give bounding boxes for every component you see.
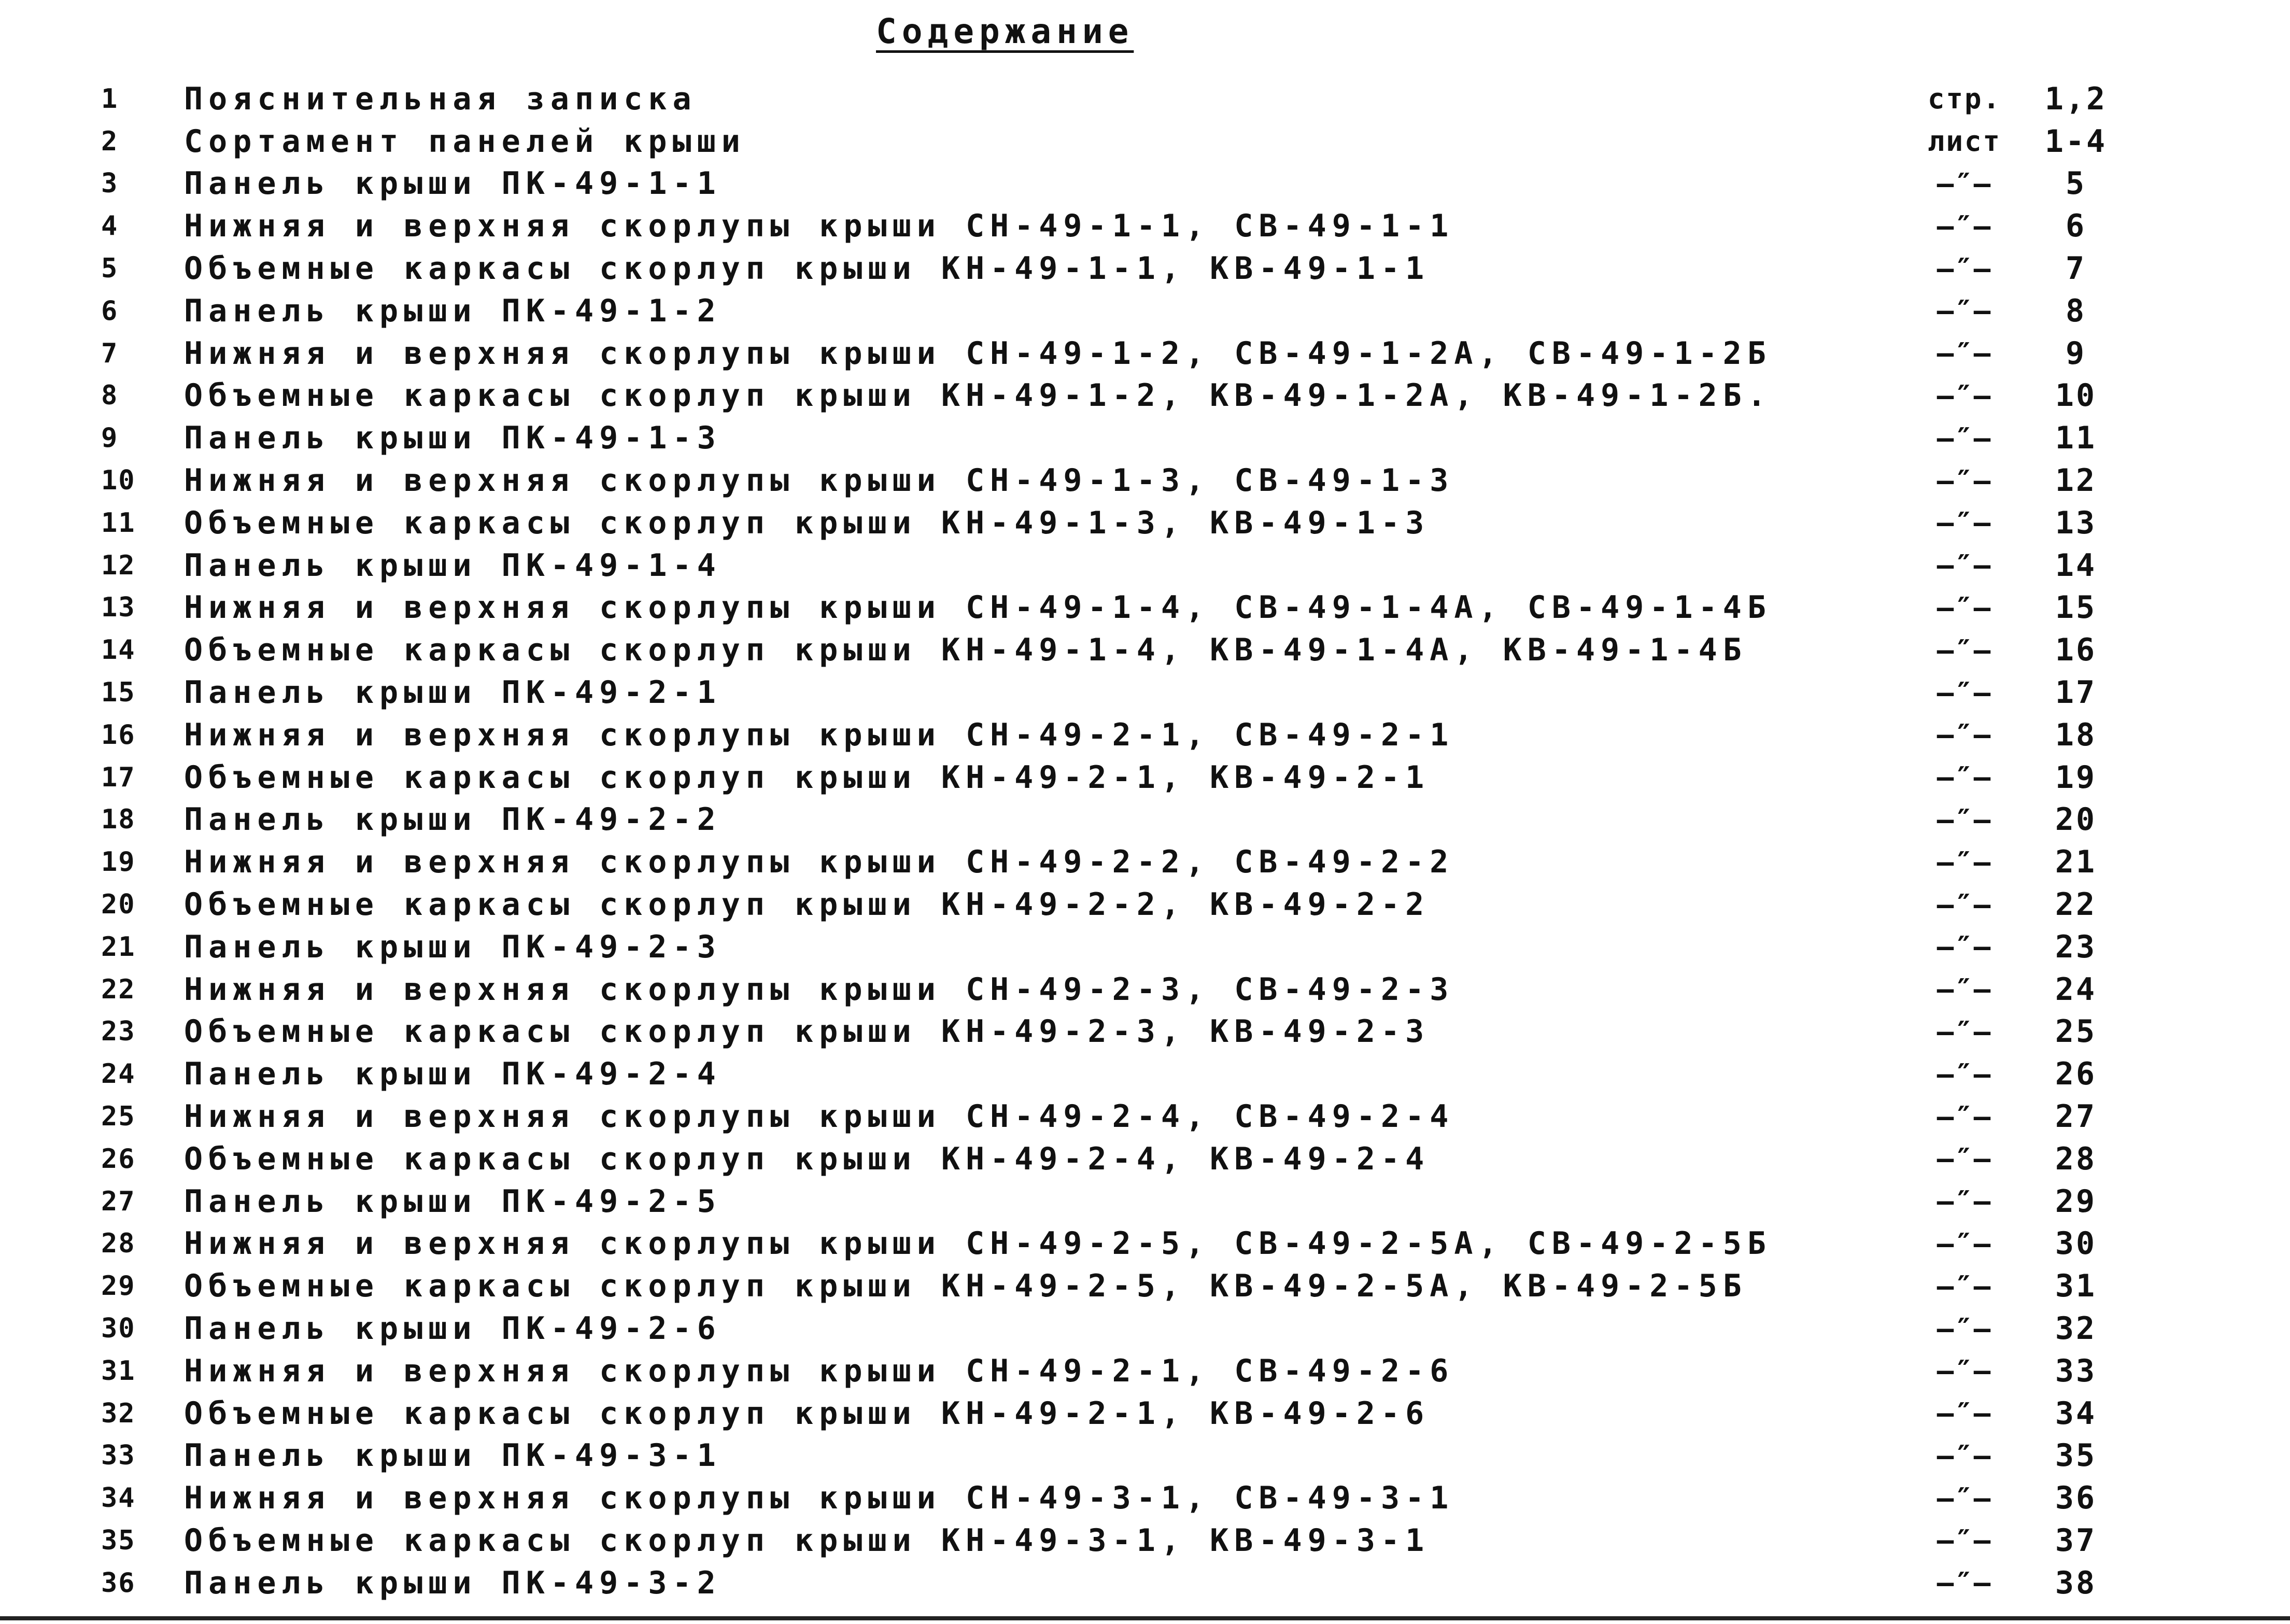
contents-row xyxy=(0,1435,2290,1477)
row-number: 24 xyxy=(101,1058,136,1090)
row-number: 12 xyxy=(101,549,136,581)
row-ditto-mark: —″— xyxy=(1936,1100,1992,1133)
row-title: Панель крыши ПК-49-2-3 xyxy=(184,928,722,965)
row-number: 6 xyxy=(101,295,119,327)
row-ditto-mark: —″— xyxy=(1936,549,1992,582)
row-page-number: 19 xyxy=(2055,759,2097,796)
row-number: 35 xyxy=(101,1524,136,1556)
row-ditto-mark: —″— xyxy=(1936,1312,1992,1345)
row-page-number: 36 xyxy=(2055,1480,2097,1517)
contents-row xyxy=(0,714,2290,756)
contents-row xyxy=(0,544,2290,587)
row-number: 28 xyxy=(101,1228,136,1260)
row-number: 27 xyxy=(101,1185,136,1217)
row-number: 36 xyxy=(101,1567,136,1599)
row-number: 23 xyxy=(101,1016,136,1048)
row-page-number: 11 xyxy=(2055,420,2097,457)
row-title: Объемные каркасы скорлуп крыши КН-49-3-1, КВ-49-3-1 xyxy=(184,1522,1430,1559)
row-ditto-mark: —″— xyxy=(1936,1439,1992,1472)
row-page-number: 7 xyxy=(2065,250,2087,287)
row-ditto-mark: лист xyxy=(1927,125,2002,158)
row-page-number: 8 xyxy=(2065,292,2087,329)
row-page-number: 33 xyxy=(2055,1352,2097,1389)
contents-row xyxy=(0,1350,2290,1392)
row-ditto-mark: —″— xyxy=(1936,930,1992,964)
row-number: 1 xyxy=(101,83,119,115)
row-ditto-mark: —″— xyxy=(1936,1227,1992,1260)
row-page-number: 31 xyxy=(2055,1268,2097,1305)
row-number: 14 xyxy=(101,634,136,666)
contents-row xyxy=(0,120,2290,163)
row-title: Нижняя и верхняя скорлупы крыши СН-49-3-1, СВ-49-3-1 xyxy=(184,1480,1454,1517)
row-page-number: 15 xyxy=(2055,589,2097,626)
row-ditto-mark: —″— xyxy=(1936,294,1992,328)
row-ditto-mark: —″— xyxy=(1936,421,1992,455)
contents-row xyxy=(0,1053,2290,1095)
row-title: Нижняя и верхняя скорлупы крыши СН-49-2-1, СВ-49-2-1 xyxy=(184,716,1454,753)
contents-row xyxy=(0,1477,2290,1519)
row-title: Нижняя и верхняя скорлупы крыши СН-49-1-3, СВ-49-1-3 xyxy=(184,462,1454,499)
row-title: Нижняя и верхняя скорлупы крыши СН-49-2-5, СВ-49-2-5А, СВ-49-2-5Б xyxy=(184,1225,1772,1262)
contents-row xyxy=(0,1265,2290,1307)
page-title: Содержание xyxy=(876,11,1134,51)
row-page-number: 6 xyxy=(2065,208,2087,245)
row-title: Панель крыши ПК-49-2-6 xyxy=(184,1310,722,1347)
row-number: 21 xyxy=(101,931,136,963)
row-ditto-mark: —″— xyxy=(1936,676,1992,709)
row-page-number: 28 xyxy=(2055,1140,2097,1177)
contents-row xyxy=(0,502,2290,544)
row-title: Панель крыши ПК-49-2-5 xyxy=(184,1183,722,1220)
row-title: Панель крыши ПК-49-3-2 xyxy=(184,1564,722,1601)
row-title: Панель крыши ПК-49-1-2 xyxy=(184,292,722,329)
row-page-number: 1-4 xyxy=(2044,123,2108,160)
row-number: 34 xyxy=(101,1482,136,1514)
row-number: 9 xyxy=(101,422,119,454)
row-ditto-mark: —″— xyxy=(1936,1142,1992,1176)
row-ditto-mark: —″— xyxy=(1936,718,1992,752)
contents-row xyxy=(0,1011,2290,1053)
contents-row xyxy=(0,163,2290,205)
row-ditto-mark: —″— xyxy=(1936,1269,1992,1303)
row-number: 31 xyxy=(101,1355,136,1387)
row-number: 5 xyxy=(101,253,119,285)
contents-row xyxy=(0,290,2290,332)
contents-row xyxy=(0,968,2290,1011)
row-ditto-mark: —″— xyxy=(1936,252,1992,285)
contents-row xyxy=(0,799,2290,841)
row-ditto-mark: —″— xyxy=(1936,1566,1992,1600)
row-number: 8 xyxy=(101,380,119,412)
bottom-border-line xyxy=(0,1616,2290,1620)
contents-row xyxy=(0,841,2290,883)
contents-row xyxy=(0,1223,2290,1265)
row-ditto-mark: —″— xyxy=(1936,1397,1992,1430)
contents-list xyxy=(0,78,2290,1604)
row-page-number: 17 xyxy=(2055,674,2097,711)
contents-row xyxy=(0,1519,2290,1562)
row-ditto-mark: —″— xyxy=(1936,803,1992,836)
contents-row xyxy=(0,756,2290,799)
row-title: Панель крыши ПК-49-1-1 xyxy=(184,165,722,202)
row-title: Пояснительная записка xyxy=(184,80,697,117)
row-page-number: 34 xyxy=(2055,1395,2097,1432)
row-title: Панель крыши ПК-49-3-1 xyxy=(184,1437,722,1474)
row-page-number: 12 xyxy=(2055,462,2097,499)
row-number: 30 xyxy=(101,1313,136,1344)
row-title: Панель крыши ПК-49-2-4 xyxy=(184,1056,722,1093)
contents-row xyxy=(0,1138,2290,1180)
row-ditto-mark: —″— xyxy=(1936,973,1992,1006)
row-ditto-mark: —″— xyxy=(1936,845,1992,879)
row-ditto-mark: —″— xyxy=(1936,1015,1992,1048)
row-ditto-mark: —″— xyxy=(1936,1185,1992,1218)
row-number: 15 xyxy=(101,677,136,709)
row-title: Объемные каркасы скорлуп крыши КН-49-2-2, КВ-49-2-2 xyxy=(184,886,1430,923)
contents-row xyxy=(0,459,2290,502)
row-ditto-mark: —″— xyxy=(1936,209,1992,243)
row-ditto-mark: —″— xyxy=(1936,167,1992,200)
row-title: Панель крыши ПК-49-2-2 xyxy=(184,801,722,838)
row-page-number: 5 xyxy=(2065,165,2087,202)
row-page-number: 26 xyxy=(2055,1056,2097,1093)
row-title: Нижняя и верхняя скорлупы крыши СН-49-1-4, СВ-49-1-4А, СВ-49-1-4Б xyxy=(184,589,1772,626)
row-number: 20 xyxy=(101,889,136,921)
row-title: Панель крыши ПК-49-2-1 xyxy=(184,674,722,711)
row-title: Нижняя и верхняя скорлупы крыши СН-49-2-2, СВ-49-2-2 xyxy=(184,844,1454,881)
row-number: 2 xyxy=(101,125,119,157)
row-page-number: 18 xyxy=(2055,716,2097,753)
row-page-number: 14 xyxy=(2055,547,2097,584)
contents-row xyxy=(0,1095,2290,1138)
row-ditto-mark: —″— xyxy=(1936,1354,1992,1388)
contents-row xyxy=(0,247,2290,290)
row-number: 16 xyxy=(101,719,136,751)
row-ditto-mark: стр. xyxy=(1927,82,2002,116)
row-title: Нижняя и верхняя скорлупы крыши СН-49-2-1, СВ-49-2-6 xyxy=(184,1352,1454,1389)
row-ditto-mark: —″— xyxy=(1936,337,1992,370)
row-title: Нижняя и верхняя скорлупы крыши СН-49-2-3, СВ-49-2-3 xyxy=(184,971,1454,1008)
row-page-number: 22 xyxy=(2055,886,2097,923)
row-page-number: 16 xyxy=(2055,632,2097,669)
row-number: 33 xyxy=(101,1440,136,1472)
row-title: Панель крыши ПК-49-1-4 xyxy=(184,547,722,584)
row-number: 4 xyxy=(101,210,119,242)
row-page-number: 30 xyxy=(2055,1225,2097,1262)
row-number: 32 xyxy=(101,1397,136,1429)
row-page-number: 27 xyxy=(2055,1098,2097,1135)
row-title: Нижняя и верхняя скорлупы крыши СН-49-2-4, СВ-49-2-4 xyxy=(184,1098,1454,1135)
row-number: 17 xyxy=(101,761,136,793)
row-page-number: 1,2 xyxy=(2044,80,2108,117)
row-title: Сортамент панелей крыши xyxy=(184,123,746,160)
row-number: 7 xyxy=(101,337,119,369)
contents-row xyxy=(0,926,2290,968)
row-ditto-mark: —″— xyxy=(1936,1524,1992,1557)
row-page-number: 24 xyxy=(2055,971,2097,1008)
row-page-number: 38 xyxy=(2055,1564,2097,1601)
row-ditto-mark: —″— xyxy=(1936,464,1992,497)
contents-row xyxy=(0,587,2290,629)
row-number: 19 xyxy=(101,846,136,878)
row-title: Объемные каркасы скорлуп крыши КН-49-1-3, КВ-49-1-3 xyxy=(184,504,1430,541)
row-title: Нижняя и верхняя скорлупы крыши СН-49-1-1, СВ-49-1-1 xyxy=(184,208,1454,245)
row-number: 26 xyxy=(101,1143,136,1175)
contents-row xyxy=(0,332,2290,375)
row-page-number: 13 xyxy=(2055,504,2097,541)
row-page-number: 20 xyxy=(2055,801,2097,838)
contents-row xyxy=(0,78,2290,120)
row-page-number: 23 xyxy=(2055,928,2097,965)
contents-row xyxy=(0,205,2290,247)
row-page-number: 10 xyxy=(2055,377,2097,414)
row-number: 11 xyxy=(101,507,136,539)
row-number: 25 xyxy=(101,1101,136,1133)
row-title: Нижняя и верхняя скорлупы крыши СН-49-1-2, СВ-49-1-2А, СВ-49-1-2Б xyxy=(184,335,1772,372)
row-number: 10 xyxy=(101,465,136,497)
contents-row xyxy=(0,417,2290,459)
row-ditto-mark: —″— xyxy=(1936,761,1992,794)
row-page-number: 25 xyxy=(2055,1013,2097,1050)
row-title: Объемные каркасы скорлуп крыши КН-49-2-1, КВ-49-2-1 xyxy=(184,759,1430,796)
row-title: Объемные каркасы скорлуп крыши КН-49-1-1, КВ-49-1-1 xyxy=(184,250,1430,287)
row-title: Объемные каркасы скорлуп крыши КН-49-2-4, КВ-49-2-4 xyxy=(184,1140,1430,1177)
row-title: Объемные каркасы скорлуп крыши КН-49-1-4, КВ-49-1-4А, КВ-49-1-4Б xyxy=(184,632,1747,669)
row-number: 22 xyxy=(101,973,136,1005)
contents-row xyxy=(0,629,2290,671)
row-ditto-mark: —″— xyxy=(1936,633,1992,667)
contents-row xyxy=(0,1392,2290,1435)
row-title: Объемные каркасы скорлуп крыши КН-49-2-3, КВ-49-2-3 xyxy=(184,1013,1430,1050)
row-page-number: 37 xyxy=(2055,1522,2097,1559)
row-number: 29 xyxy=(101,1270,136,1302)
row-title: Объемные каркасы скорлуп крыши КН-49-1-2, КВ-49-1-2А, КВ-49-1-2Б. xyxy=(184,377,1772,414)
row-page-number: 35 xyxy=(2055,1437,2097,1474)
row-ditto-mark: —″— xyxy=(1936,1481,1992,1515)
row-page-number: 9 xyxy=(2065,335,2087,372)
row-ditto-mark: —″— xyxy=(1936,591,1992,624)
row-number: 13 xyxy=(101,592,136,624)
row-number: 3 xyxy=(101,168,119,200)
contents-row xyxy=(0,1307,2290,1350)
row-page-number: 32 xyxy=(2055,1310,2097,1347)
contents-row xyxy=(0,375,2290,417)
row-title: Панель крыши ПК-49-1-3 xyxy=(184,420,722,457)
row-title: Объемные каркасы скорлуп крыши КН-49-2-5, КВ-49-2-5А, КВ-49-2-5Б xyxy=(184,1268,1747,1305)
contents-row xyxy=(0,883,2290,926)
row-page-number: 21 xyxy=(2055,844,2097,881)
row-number: 18 xyxy=(101,804,136,836)
row-ditto-mark: —″— xyxy=(1936,1057,1992,1091)
contents-row xyxy=(0,1562,2290,1604)
row-ditto-mark: —″— xyxy=(1936,888,1992,921)
contents-row xyxy=(0,1180,2290,1223)
contents-row xyxy=(0,671,2290,714)
row-ditto-mark: —″— xyxy=(1936,506,1992,540)
row-page-number: 29 xyxy=(2055,1183,2097,1220)
row-ditto-mark: —″— xyxy=(1936,379,1992,412)
row-title: Объемные каркасы скорлуп крыши КН-49-2-1, КВ-49-2-6 xyxy=(184,1395,1430,1432)
